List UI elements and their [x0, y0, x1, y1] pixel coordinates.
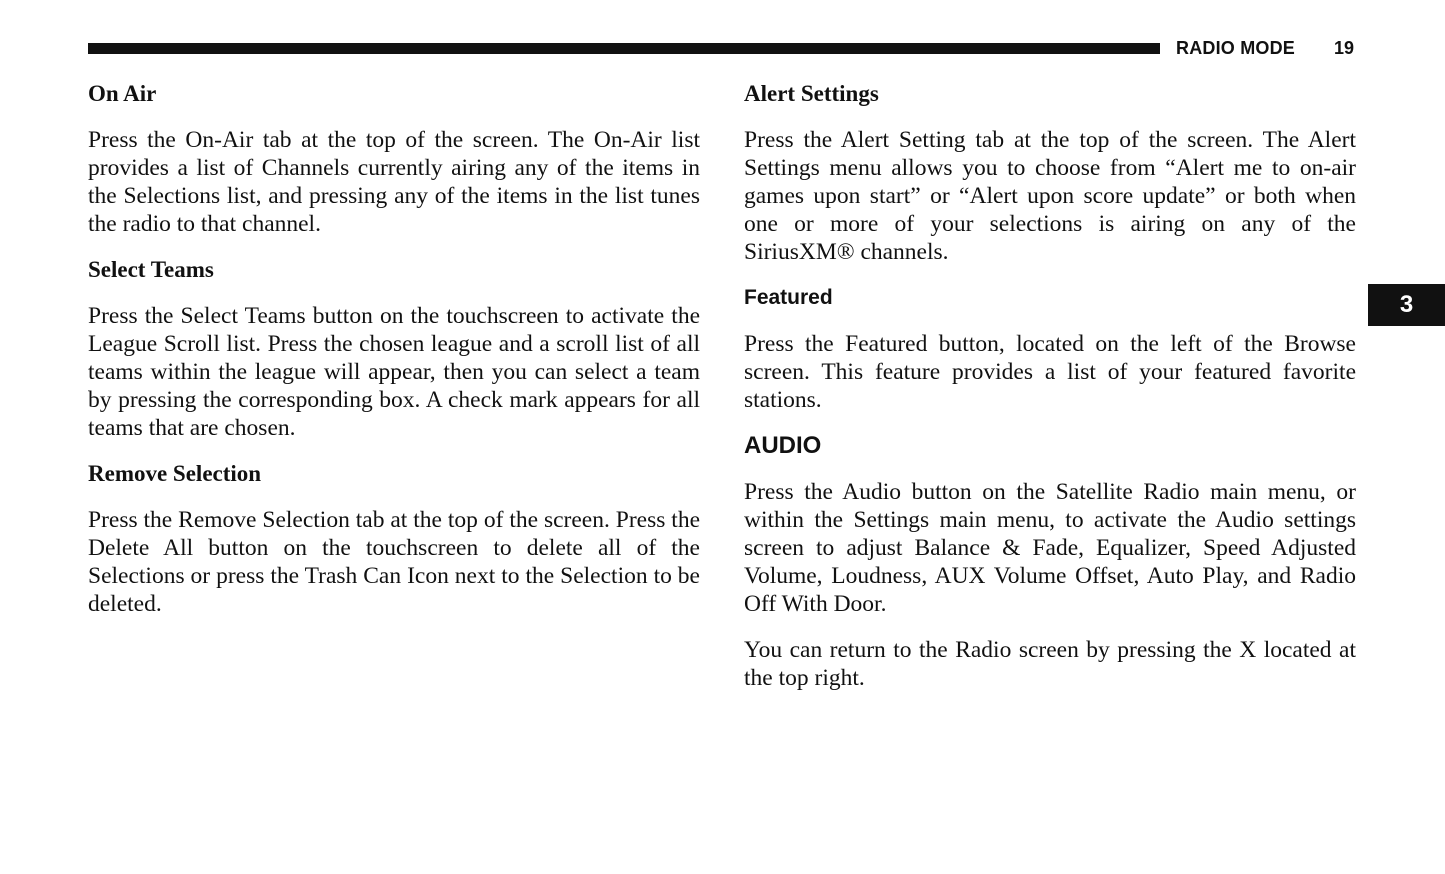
audio-paragraph: Press the Audio button on the Satellite Radio main menu, or within the Settings main menu, to activate the Audio settings screen to adjust Balance & Fade, Equalizer, Speed Adjusted Volume, Loudness, AUX Volume Offset, Auto Play, and Radio Off With Door.	[744, 479, 1356, 617]
alert-settings-heading: Alert Settings	[744, 81, 879, 106]
remove-selection-heading: Remove Selection	[88, 461, 262, 486]
select-teams-paragraph: Press the Select Teams button on the touchscreen to activate the League Scroll list. Press the chosen league and a scroll list of all teams within the league will appear, then you can select a team by pressing the corresponding box. A check mark appears for all teams that are chosen.	[88, 303, 700, 441]
select-teams-heading: Select Teams	[88, 257, 214, 282]
page-number: 19	[1334, 38, 1355, 58]
audio-heading: AUDIO	[744, 432, 822, 459]
remove-selection-paragraph: Press the Remove Selection tab at the top of the screen. Press the Delete All button on the touchscreen to delete all of the Selections or press the Trash Can Icon next to the Selection to be deleted.	[88, 507, 700, 617]
on-air-heading: On Air	[88, 81, 157, 106]
on-air-paragraph: Press the On-Air tab at the top of the screen. The On-Air list provides a list of Channels currently airing any of the items in the Selections list, and pressing any of the items in the list tunes the radio to that channel.	[88, 127, 700, 237]
left-column	[88, 80, 700, 636]
section-title: RADIO MODE	[1176, 38, 1295, 58]
chapter-tab: 3	[1368, 284, 1445, 326]
alert-settings-paragraph: Press the Alert Setting tab at the top of the screen. The Alert Settings menu allows you to choose from “Alert me to on-air games upon start” or “Alert upon score update” or both when one or more of your selections is airing on any of the SiriusXM® channels.	[744, 127, 1356, 265]
right-column	[744, 80, 1356, 710]
return-paragraph: You can return to the Radio screen by pressing the X located at the top right.	[744, 637, 1356, 691]
featured-paragraph: Press the Featured button, located on the left of the Browse screen. This feature provides a list of your featured favorite stations.	[744, 331, 1356, 413]
featured-heading: Featured	[744, 286, 833, 309]
header-rule	[88, 43, 1160, 54]
